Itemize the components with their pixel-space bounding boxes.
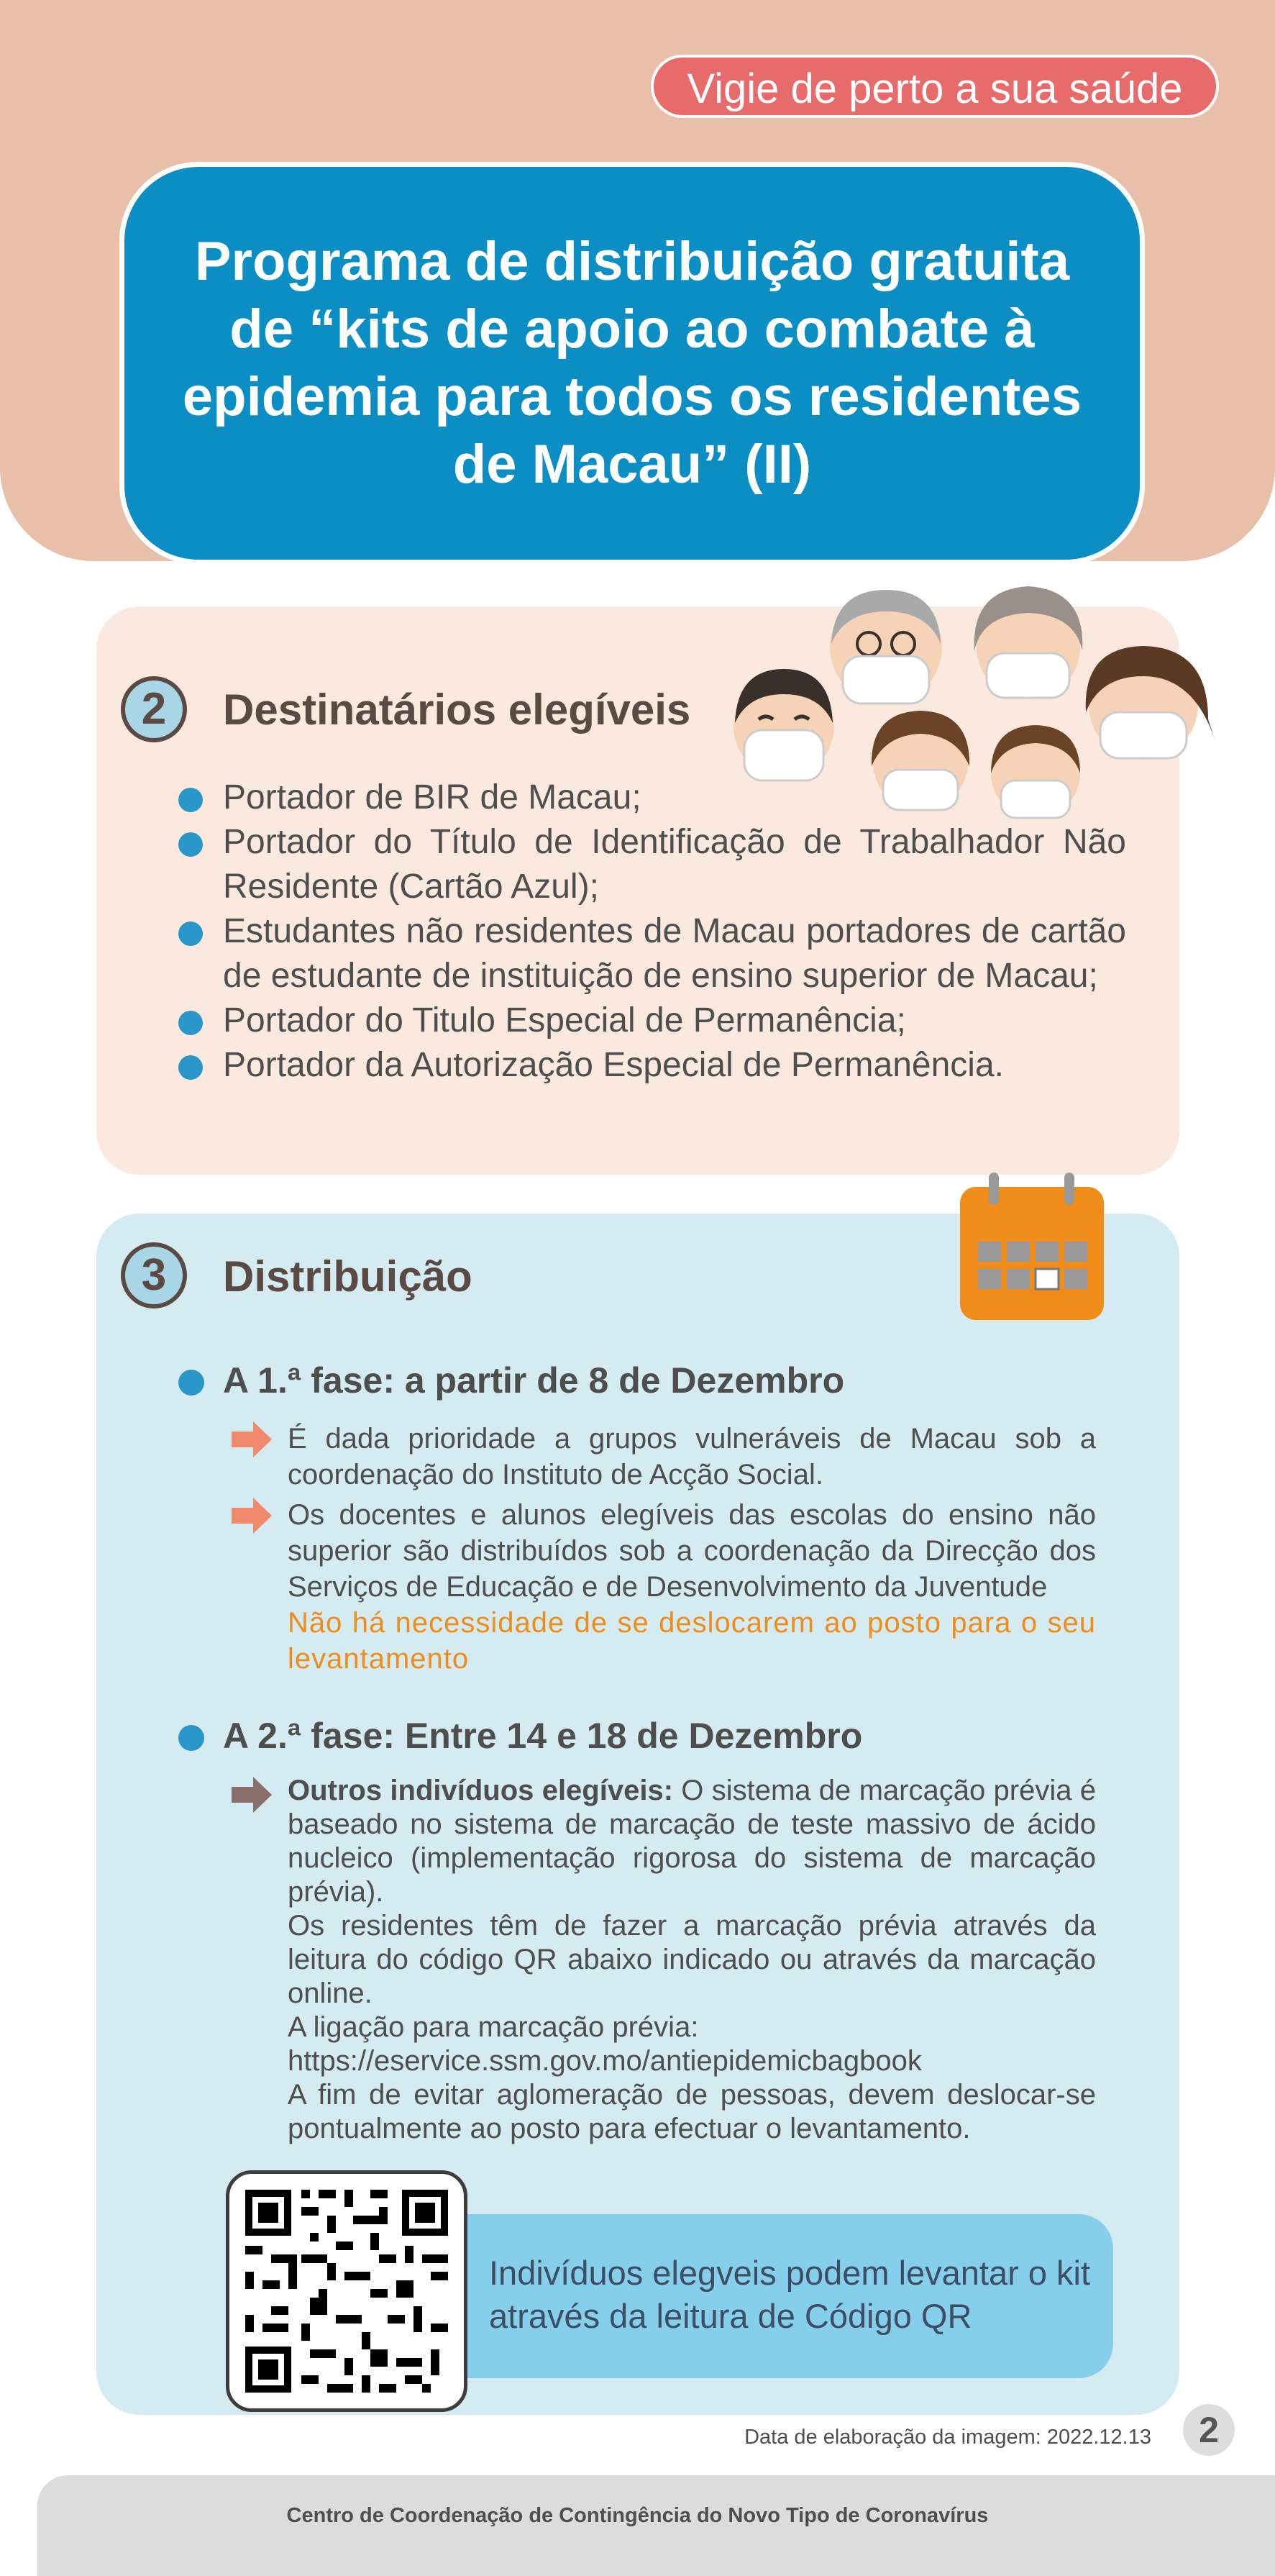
qr-code-pattern xyxy=(229,2174,464,2408)
list-item: Portador da Autorização Especial de Permanência. xyxy=(223,1043,1126,1088)
qr-caption-banner xyxy=(431,2214,1113,2378)
phase1-point1: É dada prioridade a grupos vulneráveis de Macau sob a coordenação do Instituto de Acção Social. xyxy=(288,1423,1096,1490)
phase2-title xyxy=(223,1715,862,1757)
arrow-right-icon xyxy=(232,1777,272,1813)
creation-date: Data de elaboração da imagem: 2022.12.13 xyxy=(744,2426,1151,2449)
qr-caption: Indivíduos elegveis podem levantar o kit através da leitura de Código QR xyxy=(489,2254,1091,2335)
arrow-right-icon xyxy=(232,1421,272,1457)
booking-link[interactable]: https://eservice.ssm.gov.mo/antiepidemicbagbook xyxy=(288,2045,922,2077)
phase2-details xyxy=(288,1774,1096,2146)
phase2-paragraph-1 xyxy=(288,1774,1096,1909)
bullet-dot xyxy=(178,1370,204,1396)
person-face-icon xyxy=(734,669,834,780)
phase1-title-text: A 1.ª fase: a partir de 8 de Dezembro xyxy=(223,1360,845,1401)
section-number-2: 2 xyxy=(121,676,187,742)
footer-organization: Centro de Coordenação de Contingência do Novo Tipo de Coronavírus xyxy=(286,2504,989,2527)
arrow-right-icon xyxy=(232,1498,272,1534)
phase2-p1: O sistema de marcação prévia é baseado no sistema de marcação de teste massivo de ácido nucleico (implementação rigorosa do sistema de marcação prévia). xyxy=(288,1775,1096,1908)
tagline-badge: Vigie de perto a sua saúde xyxy=(651,55,1219,118)
page-number: 2 xyxy=(1183,2404,1235,2456)
list-item: Portador do Titulo Especial de Permanência; xyxy=(223,998,1126,1043)
person-face-icon xyxy=(1086,646,1215,760)
eligible-title: Destinatários elegíveis xyxy=(223,686,691,734)
phase2-p3: A ligação para marcação prévia: xyxy=(288,2011,699,2043)
phase1-note: Não há necessidade de se deslocarem ao posto para o seu levantamento xyxy=(288,1607,1096,1675)
qr-code[interactable] xyxy=(226,2170,467,2412)
distribution-title: Distribuição xyxy=(223,1252,472,1301)
person-face-icon xyxy=(830,590,942,704)
phase2-p2: Os residentes têm de fazer a marcação prévia através da leitura do código QR abaixo indicado ou através da marcação online. xyxy=(288,1910,1096,2009)
title-box xyxy=(119,162,1145,565)
phase1-point2 xyxy=(288,1497,1096,1677)
phase1-point2-text: Os docentes e alunos elegíveis das escolas do ensino não superior são distribuídos sob a coordenação da Direcção dos Serviços de Educação e de Desenvolvimento da Juventude xyxy=(288,1499,1096,1603)
list-item: Portador do Título de Identificação de Trabalhador Não Residente (Cartão Azul); xyxy=(223,820,1126,909)
list-item: Estudantes não residentes de Macau portadores de cartão de estudante de instituição de ensino superior de Macau; xyxy=(223,909,1126,998)
bullet-dot xyxy=(178,1725,204,1751)
footer-bar xyxy=(37,2475,1275,2576)
phase1-title xyxy=(223,1360,844,1401)
phase2-lead: Outros indivíduos elegíveis: xyxy=(288,1775,674,1806)
calendar-icon xyxy=(956,1173,1107,1324)
eligible-list xyxy=(223,775,1126,1088)
section-number-3: 3 xyxy=(121,1242,187,1309)
list-item: Portador de BIR de Macau; xyxy=(223,775,1126,820)
phase2-title-text: A 2.ª fase: Entre 14 e 18 de Dezembro xyxy=(223,1716,863,1756)
page-title: Programa de distribuição gratuita de “kits de apoio ao combate à epidemia para todos os residentes de Macau” (II) xyxy=(182,231,1082,495)
phase2-p4: A fim de evitar aglomeração de pessoas, devem deslocar-se pontualmente ao posto para efectuar o levantamento. xyxy=(288,2079,1096,2144)
person-face-icon xyxy=(974,586,1083,699)
